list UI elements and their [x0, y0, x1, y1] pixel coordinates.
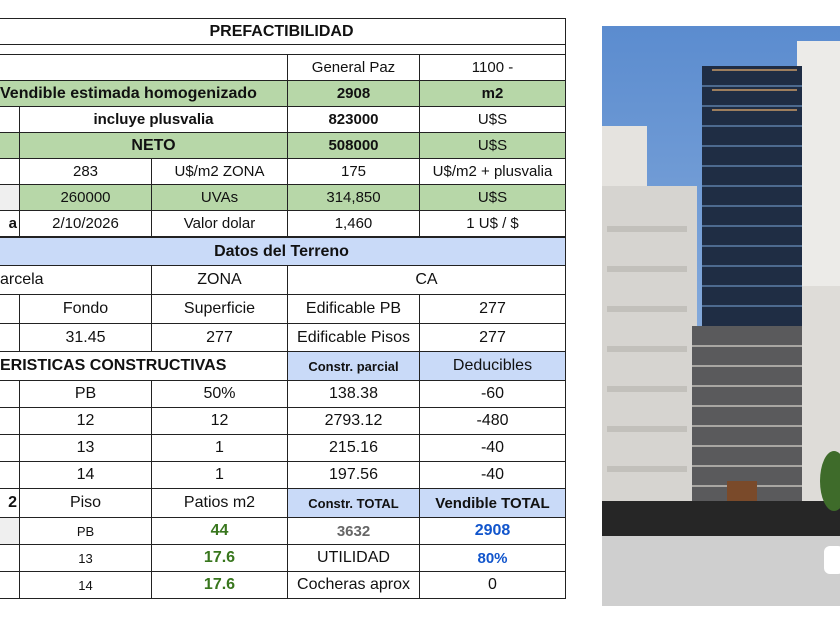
- constr-piso: 13: [20, 435, 152, 462]
- address-blank: [0, 55, 288, 81]
- dims-values-row: [0, 324, 566, 352]
- spacer: [0, 45, 566, 55]
- summary-row-13: [0, 545, 566, 572]
- constr-cantidad: 1: [152, 435, 288, 462]
- superficie-label: Superficie: [152, 295, 288, 324]
- address-row: [0, 55, 566, 81]
- zona-price-row: [0, 159, 566, 185]
- vendible-total-value: 2908: [420, 518, 566, 545]
- plusvalia-blank: [0, 107, 20, 133]
- summary-patios: 17.6: [152, 545, 288, 572]
- edificable-pisos-label: Edificable Pisos: [288, 324, 420, 352]
- neto-value: 508000: [288, 133, 420, 159]
- constr-parcial-header: Constr. parcial: [288, 352, 420, 381]
- date-row: [0, 211, 566, 237]
- plusvalia-row: [0, 107, 566, 133]
- utilidad-label: UTILIDAD: [288, 545, 420, 572]
- dims-values-blank: [0, 324, 20, 352]
- constr-cantidad: 1: [152, 462, 288, 489]
- uva-usd-unit: U$S: [420, 185, 566, 211]
- vendible-value: 2908: [288, 81, 420, 107]
- constr-total-value: 3632: [288, 518, 420, 545]
- constr-header-row: [0, 352, 566, 381]
- summary-patios: 44: [152, 518, 288, 545]
- constr-cantidad: 50%: [152, 381, 288, 408]
- neto-label: NETO: [20, 133, 288, 159]
- parcela-label: arcela: [0, 266, 152, 295]
- caracteristicas-header: ERISTICAS CONSTRUCTIVAS: [0, 352, 288, 381]
- constr-blank: [0, 381, 20, 408]
- zona-price-label: U$/m2 ZONA: [152, 159, 288, 185]
- edificable-pisos-value: 277: [420, 324, 566, 352]
- utilidad-value: 80%: [420, 545, 566, 572]
- street: [602, 536, 840, 606]
- plusvalia-value: 823000: [288, 107, 420, 133]
- deducibles-header: Deducibles: [420, 352, 566, 381]
- zona-value: CA: [288, 266, 566, 295]
- summary-row-14: [0, 572, 566, 599]
- zona-plus-label: U$/m2 + plusvalia: [420, 159, 566, 185]
- constr-piso: PB: [20, 381, 152, 408]
- constr-cantidad: 12: [152, 408, 288, 435]
- tower-lower: [692, 326, 802, 506]
- deducibles-value: -40: [420, 462, 566, 489]
- constr-parcial-value: 138.38: [288, 381, 420, 408]
- address-street: General Paz: [288, 55, 420, 81]
- constr-row: [0, 462, 566, 489]
- summary-piso: 14: [20, 572, 152, 599]
- fondo-value: 31.45: [20, 324, 152, 352]
- zona-price-value: 283: [20, 159, 152, 185]
- dims-header-row: [0, 295, 566, 324]
- deducibles-value: -480: [420, 408, 566, 435]
- piso-header: Piso: [20, 489, 152, 518]
- building-render-image: [602, 26, 840, 606]
- summary-header-fragment: 2: [0, 489, 20, 518]
- summary-row-pb: [0, 518, 566, 545]
- constr-parcial-value: 215.16: [288, 435, 420, 462]
- uva-row: [0, 185, 566, 211]
- summary-header-row: [0, 489, 566, 518]
- constr-row: [0, 435, 566, 462]
- plusvalia-label: incluye plusvalia: [20, 107, 288, 133]
- zona-blank: [0, 159, 20, 185]
- vendible-unit: m2: [420, 81, 566, 107]
- constr-blank: [0, 462, 20, 489]
- fondo-label: Fondo: [20, 295, 152, 324]
- patios-header: Patios m2: [152, 489, 288, 518]
- constr-total-header: Constr. TOTAL: [288, 489, 420, 518]
- date-label-fragment: a: [0, 211, 20, 237]
- constr-row: [0, 381, 566, 408]
- sidewalk: [602, 501, 840, 536]
- date-value: 2/10/2026: [20, 211, 152, 237]
- constr-rows: [0, 381, 566, 489]
- edificable-pb-value: 277: [420, 295, 566, 324]
- terreno-header: Datos del Terreno: [0, 237, 566, 266]
- edificable-pb-label: Edificable PB: [288, 295, 420, 324]
- sheet-title: PREFACTIBILIDAD: [0, 18, 566, 45]
- deducibles-value: -60: [420, 381, 566, 408]
- uva-label: UVAs: [152, 185, 288, 211]
- uva-blank: [0, 185, 20, 211]
- constr-blank: [0, 408, 20, 435]
- summary-blank: [0, 545, 20, 572]
- summary-patios: 17.6: [152, 572, 288, 599]
- constr-blank: [0, 435, 20, 462]
- cocheras-label: Cocheras aprox: [288, 572, 420, 599]
- neto-row: [0, 133, 566, 159]
- plusvalia-unit: U$S: [420, 107, 566, 133]
- summary-piso: 13: [20, 545, 152, 572]
- summary-blank: [0, 518, 20, 545]
- vendible-label: Vendible estimada homogenizado: [0, 81, 288, 107]
- zona-plus-value: 175: [288, 159, 420, 185]
- constr-piso: 14: [20, 462, 152, 489]
- address-number: 1100 -: [420, 55, 566, 81]
- constr-piso: 12: [20, 408, 152, 435]
- constr-parcial-value: 197.56: [288, 462, 420, 489]
- parcela-row: [0, 266, 566, 295]
- prefactibilidad-sheet: [0, 18, 566, 599]
- terreno-header-row: [0, 237, 566, 266]
- cocheras-value: 0: [420, 572, 566, 599]
- vendible-total-header: Vendible TOTAL: [420, 489, 566, 518]
- constr-row: [0, 408, 566, 435]
- vendible-row: [0, 81, 566, 107]
- uva-usd-value: 314,850: [288, 185, 420, 211]
- spacer-row: [0, 45, 566, 55]
- dolar-value: 1,460: [288, 211, 420, 237]
- constr-parcial-value: 2793.12: [288, 408, 420, 435]
- building-render-svg: [602, 26, 840, 606]
- deducibles-value: -40: [420, 435, 566, 462]
- title-row: [0, 18, 566, 45]
- summary-blank: [0, 572, 20, 599]
- dims-blank: [0, 295, 20, 324]
- neto-blank: [0, 133, 20, 159]
- zona-label: ZONA: [152, 266, 288, 295]
- summary-piso: PB: [20, 518, 152, 545]
- dolar-label: Valor dolar: [152, 211, 288, 237]
- superficie-value: 277: [152, 324, 288, 352]
- neto-unit: U$S: [420, 133, 566, 159]
- uva-amount: 260000: [20, 185, 152, 211]
- car: [824, 546, 840, 574]
- dolar-unit: 1 U$ / $: [420, 211, 566, 237]
